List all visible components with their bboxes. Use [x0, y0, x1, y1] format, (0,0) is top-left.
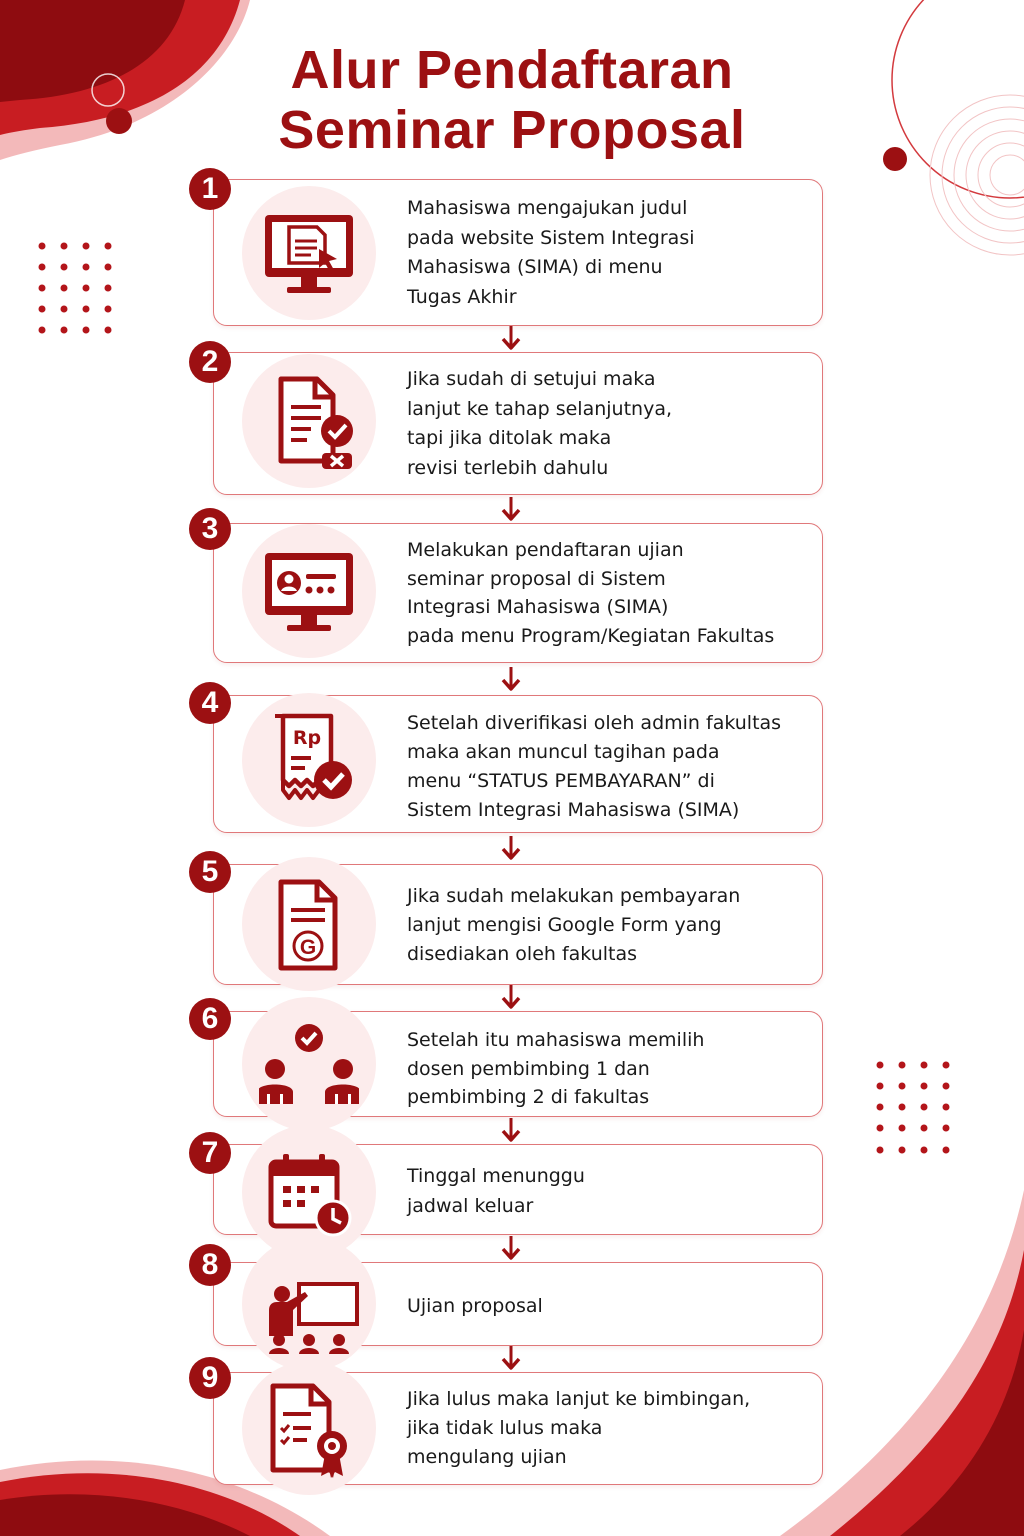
step-4-line-2: maka akan muncul tagihan pada [407, 741, 720, 763]
step-6-line-3: pembimbing 2 di fakultas [407, 1086, 650, 1108]
step-7-text [407, 1162, 807, 1221]
step-3-icon-circle [242, 524, 376, 658]
step-3-line-1: Melakukan pendaftaran ujian [407, 539, 684, 561]
google-form-icon [259, 874, 359, 974]
step-5-line-2: lanjut mengisi Google Form yang [407, 914, 722, 936]
step-9-line-1: Jika lulus maka lanjut ke bimbingan, [407, 1388, 751, 1410]
arrow-down-icon [499, 1236, 523, 1262]
arrow-down-icon [499, 1118, 523, 1144]
step-badge-9: 9 [189, 1357, 231, 1399]
step-3-line-2: seminar proposal di Sistem [407, 567, 666, 590]
step-5-text [407, 882, 807, 969]
svg-text:G: G [299, 936, 317, 959]
presentation-icon [259, 1254, 359, 1354]
step-badge-1: 1 [189, 168, 231, 210]
step-8-text [407, 1292, 807, 1322]
step-7-line-1: Tinggal menunggu [407, 1165, 585, 1187]
title-line-1: Alur Pendaftaran [290, 40, 734, 100]
step-badge-4: 4 [189, 682, 231, 724]
step-9-line-3: mengulang ujian [407, 1446, 567, 1468]
step-badge-3: 3 [189, 508, 231, 550]
step-6-line-1: Setelah itu mahasiswa memilih [407, 1029, 705, 1051]
arrow-down-icon [499, 836, 523, 862]
step-2-icon-circle [242, 354, 376, 488]
step-9-icon-circle [242, 1361, 376, 1495]
arrow-down-icon [499, 667, 523, 693]
computer-profile-icon [259, 541, 359, 641]
step-badge-6: 6 [189, 998, 231, 1040]
step-2-line-2: lanjut ke tahap selanjutnya, [407, 397, 672, 420]
step-2-line-3: tapi jika ditolak maka [407, 427, 612, 449]
step-3-text [407, 536, 807, 650]
step-4-icon-circle [242, 693, 376, 827]
step-8-icon-circle [242, 1237, 376, 1371]
invoice-check-icon [259, 710, 359, 810]
step-1-text [407, 194, 807, 312]
step-1-line-3: Mahasiswa (SIMA) di menu [407, 256, 663, 278]
title-line-2: Seminar Proposal [278, 100, 746, 160]
calendar-clock-icon [259, 1142, 359, 1242]
step-2-line-4: revisi terlebih dahulu [407, 456, 609, 479]
step-6-text [407, 1026, 807, 1112]
arrow-down-icon [499, 326, 523, 352]
step-1-line-1: Mahasiswa mengajukan judul [407, 197, 688, 219]
step-6-icon-circle [242, 997, 376, 1131]
step-2-text [407, 365, 807, 483]
computer-document-cursor-icon [259, 203, 359, 303]
step-badge-2: 2 [189, 341, 231, 383]
step-7-line-2: jadwal keluar [407, 1194, 534, 1217]
step-3-line-4: pada menu Program/Kegiatan Fakultas [407, 624, 775, 647]
step-1-icon-circle [242, 186, 376, 320]
arrow-down-icon [499, 1346, 523, 1372]
step-1-line-4: Tugas Akhir [407, 285, 517, 308]
document-approve-reject-icon [259, 371, 359, 471]
page-title [0, 40, 1024, 160]
step-2-line-1: Jika sudah di setujui maka [407, 368, 656, 390]
people-select-icon [259, 1014, 359, 1114]
step-9-line-2: jika tidak lulus maka [407, 1417, 603, 1439]
arrow-down-icon [499, 497, 523, 523]
arrow-down-icon [499, 985, 523, 1011]
step-5-line-1: Jika sudah melakukan pembayaran [407, 885, 741, 907]
step-badge-5: 5 [189, 851, 231, 893]
svg-text:Rp: Rp [292, 727, 322, 749]
step-8-line-1: Ujian proposal [407, 1295, 543, 1317]
step-4-line-3: menu “STATUS PEMBAYARAN” di [407, 770, 715, 792]
step-9-text [407, 1385, 807, 1472]
step-4-line-4: Sistem Integrasi Mahasiswa (SIMA) [407, 799, 740, 821]
step-badge-7: 7 [189, 1132, 231, 1174]
certificate-document-icon [259, 1378, 359, 1478]
step-6-line-2: dosen pembimbing 1 dan [407, 1057, 650, 1080]
step-1-line-2: pada website Sistem Integrasi [407, 226, 695, 249]
step-4-line-1: Setelah diverifikasi oleh admin fakultas [407, 712, 782, 734]
step-5-line-3: disediakan oleh fakultas [407, 943, 638, 965]
step-4-text [407, 709, 807, 825]
step-badge-8: 8 [189, 1244, 231, 1286]
step-3-line-3: Integrasi Mahasiswa (SIMA) [407, 596, 669, 618]
step-5-icon-circle [242, 857, 376, 991]
